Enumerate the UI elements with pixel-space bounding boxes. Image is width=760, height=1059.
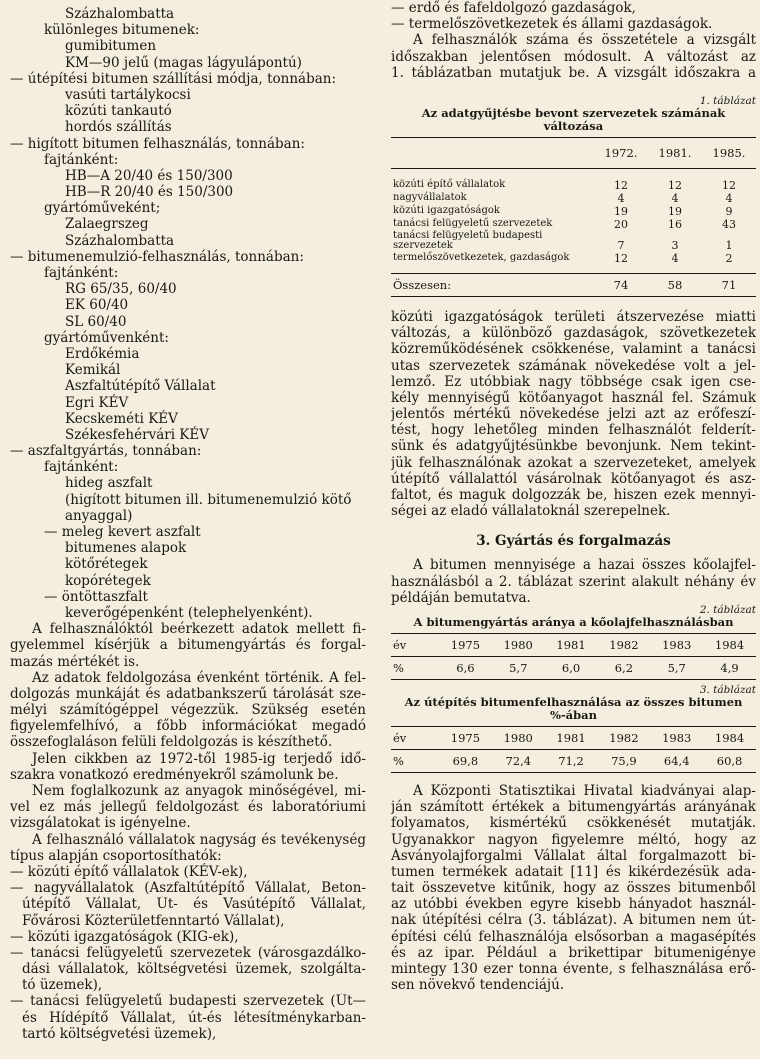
table-3-header-row bbox=[391, 726, 756, 749]
table3-cell: 64,4 bbox=[650, 749, 703, 772]
text-line: változás, a különböző gazdaságok, szövetkezetek bbox=[391, 325, 756, 342]
text-line: vasúti tartálykocsi bbox=[65, 86, 191, 103]
text-line: Zalaegrszeg bbox=[65, 216, 149, 233]
text-line: vizsgálatokat is igényelne. bbox=[10, 815, 191, 832]
text-line: bitumenes alapok bbox=[65, 540, 187, 557]
table3-year-header: 1980 bbox=[492, 726, 545, 749]
table-1-number: 1. táblázat bbox=[699, 94, 756, 107]
table-2-header-row bbox=[391, 633, 756, 656]
table3-year-header: 1983 bbox=[650, 726, 703, 749]
table-3-grid bbox=[391, 726, 756, 773]
table-1-cell: 43 bbox=[722, 217, 736, 231]
table-1-cell: 4 bbox=[725, 191, 733, 205]
right-middle-lines bbox=[391, 309, 756, 519]
table-1-row-label: közúti igazgatóságok bbox=[393, 205, 500, 217]
table-1-title-line-1: Az adatgyűjtésbe bevont szervezetek számának bbox=[421, 105, 726, 120]
text-line: ségei az eladó vállalatoknál szerepelnek. bbox=[391, 503, 671, 520]
table-1-cell: 16 bbox=[668, 217, 682, 231]
table3-cell: 60,8 bbox=[703, 749, 756, 772]
right-bottom-lines bbox=[391, 783, 756, 993]
text-line: figyelemfelhívó, a főbb információkat megadó bbox=[10, 718, 366, 735]
text-line: tó üzemek), bbox=[22, 977, 103, 994]
left-text-lines bbox=[10, 6, 366, 1042]
left-column bbox=[10, 6, 366, 1042]
section-heading: 3. Gyártás és forgalmazás bbox=[476, 533, 671, 550]
table2-cell: 4,9 bbox=[703, 656, 756, 679]
section-intro-lines bbox=[391, 557, 756, 606]
table-1-body bbox=[391, 168, 756, 273]
text-line: kély mennyiségű kötőanyagot használ fel. Számuk bbox=[391, 389, 756, 406]
table-1-cell: 19 bbox=[614, 204, 628, 218]
table-1-row bbox=[391, 205, 756, 218]
table-1-cell: 3 bbox=[671, 238, 679, 252]
text-line: Aszfaltútépítő Vállalat bbox=[65, 378, 216, 395]
text-line: hideg aszfalt bbox=[65, 475, 153, 492]
table2-year-header: 1980 bbox=[492, 633, 545, 656]
text-line: — közúti igazgatóságok (KIG-ek), bbox=[10, 928, 239, 945]
table-1-row-label: tanácsi felügyeletű szervezetek bbox=[393, 218, 553, 230]
text-line: mélyi számítógéppel végezzük. Szükség esetén bbox=[10, 702, 366, 719]
text-line: — termelőszövetkezetek és állami gazdaságok. bbox=[391, 16, 713, 33]
table-1-row bbox=[391, 168, 756, 192]
text-line: Ásványolajforgalmi Vállalat által forgalmazott bi- bbox=[391, 847, 756, 864]
table3-row-label: % bbox=[391, 749, 439, 772]
table3-year-header: 1984 bbox=[703, 726, 756, 749]
table3-cell: 72,4 bbox=[492, 749, 545, 772]
table-1-row-label: tanácsi felügyeletű budapesti szervezetek bbox=[393, 229, 543, 252]
table2-cell: 5,7 bbox=[492, 656, 545, 679]
table-3 bbox=[391, 684, 756, 773]
text-line: útépítő vállalattól vásárolnak kötőanyagot és asz- bbox=[391, 470, 756, 487]
table2-row-header: év bbox=[391, 633, 439, 656]
text-line: — bitumenemulzió-felhasználás, tonnában: bbox=[10, 248, 304, 265]
table-3-number: 3. táblázat bbox=[699, 683, 756, 696]
table3-row-header: év bbox=[391, 726, 439, 749]
text-line: — közúti építő vállalatok (KÉV-ek), bbox=[10, 863, 248, 880]
table-1-cell: 7 bbox=[617, 238, 625, 252]
table2-row-label: % bbox=[391, 656, 439, 679]
table-3-value-row bbox=[391, 749, 756, 772]
table3-year-header: 1975 bbox=[439, 726, 492, 749]
text-line: közúti tankautó bbox=[65, 103, 172, 120]
table-2-grid bbox=[391, 633, 756, 680]
table2-cell: 5,7 bbox=[650, 656, 703, 679]
table-1-year-header: 1985. bbox=[702, 137, 756, 168]
text-line: — nagyvállalatok (Aszfaltútépítő Vállalat, Beton- bbox=[10, 880, 366, 897]
text-line: EK 60/40 bbox=[65, 297, 129, 314]
text-line: építési célú felhasználója elsősorban a magasépítés bbox=[391, 928, 756, 945]
text-line: Erdőkémia bbox=[65, 345, 140, 362]
table-1-row-label: termelőszövetkezetek, gazdaságok bbox=[393, 252, 570, 264]
table-1-cell: 12 bbox=[614, 178, 628, 192]
table2-year-header: 1975 bbox=[439, 633, 492, 656]
text-line: Nem foglalkozunk az anyagok minőségével, mi- bbox=[32, 783, 366, 799]
text-line: — tanácsi felügyeletű szervezetek (városgazdálko- bbox=[10, 944, 366, 961]
text-line: vel ez más jellegű feldolgozást és laboratóriumi bbox=[10, 799, 366, 816]
text-line: RG 65/35, 60/40 bbox=[65, 281, 177, 298]
text-line: fajtánként: bbox=[44, 151, 119, 168]
text-line: Százhalombatta bbox=[65, 232, 175, 249]
table-1-row bbox=[391, 252, 756, 274]
text-line: lemző. Ez utóbbiak nagy többsége csak igen cse- bbox=[391, 373, 756, 390]
text-line: — útépítési bitumen szállítási módja, tonnában: bbox=[10, 70, 337, 87]
table-1-title bbox=[391, 107, 756, 133]
table2-cell: 6,2 bbox=[597, 656, 650, 679]
text-line: gyelemmel kísérjük a bitumengyártás és forgal- bbox=[10, 637, 366, 654]
table2-year-header: 1984 bbox=[703, 633, 756, 656]
text-line: sen növekvő tendenciájú. bbox=[391, 977, 565, 994]
text-line: hordós szállítás bbox=[65, 119, 172, 136]
text-line: és Hídépítő Vállalat, út-és létesítménykarban- bbox=[22, 1009, 366, 1026]
table-1-total-label: Összesen: bbox=[391, 273, 594, 296]
table-3-title-line-1: Az útépítés bitumenfelhasználása az összes bitumen bbox=[404, 694, 743, 709]
table-1-cell: 4 bbox=[617, 191, 625, 205]
table-1-row-label: közúti építő vállalatok bbox=[393, 179, 506, 191]
table-1-cell: 12 bbox=[722, 178, 736, 192]
text-line: KM—90 jelű (magas lágyulápontú) bbox=[65, 54, 302, 71]
table-1 bbox=[391, 95, 756, 297]
table-1-cell: 9 bbox=[725, 204, 733, 218]
text-line: (higított bitumen ill. bitumenemulzió kötő bbox=[65, 491, 352, 508]
text-line: az utóbbi években egyre kisebb hányadot használ- bbox=[391, 896, 756, 913]
table-1-cell: 12 bbox=[614, 251, 628, 265]
table-1-cell: 19 bbox=[668, 204, 682, 218]
table-1-row bbox=[391, 231, 756, 252]
text-line: gumibitumen bbox=[65, 38, 157, 55]
text-line: szakra vonatkozó eredményekről számolunk be. bbox=[10, 766, 339, 783]
table-1-total-row bbox=[391, 273, 756, 296]
text-line: mintegy 130 ezer tonna évente, s felhasználása erő- bbox=[391, 961, 756, 977]
text-line: Kecskeméti KÉV bbox=[65, 410, 178, 427]
table3-year-header: 1982 bbox=[597, 726, 650, 749]
text-line: dolgozás munkáját és adatbankszerű tárolását sze- bbox=[10, 685, 366, 702]
text-line: Egri KÉV bbox=[65, 394, 129, 411]
table-1-total-value: 58 bbox=[648, 273, 702, 296]
text-line: folyamatos, kismértékű csökkenését mutatják. bbox=[391, 815, 756, 832]
table-1-row bbox=[391, 218, 756, 231]
table2-cell: 6,6 bbox=[439, 656, 492, 679]
text-line: — meleg kevert aszfalt bbox=[44, 524, 201, 540]
table-1-year-header: 1981. bbox=[648, 137, 702, 168]
text-line: HB—R 20/40 és 150/300 bbox=[65, 184, 234, 201]
text-line: időszakban jelentősen módosult. A változást az bbox=[391, 48, 756, 65]
table-3-title bbox=[391, 696, 756, 722]
text-line: tartó költségvetési üzemek), bbox=[22, 1025, 217, 1042]
text-line: — higított bitumen felhasználás, tonnában: bbox=[10, 135, 305, 152]
table2-year-header: 1981 bbox=[545, 633, 598, 656]
text-line: keverőgépenként (telephelyenként). bbox=[65, 604, 313, 621]
table-1-total-value: 71 bbox=[702, 273, 756, 296]
right-intro-lines bbox=[391, 0, 756, 81]
text-line: A felhasználó vállalatok nagyság és tevékenység bbox=[32, 831, 366, 848]
text-line: — tanácsi felügyeletű budapesti szervezetek (Út— bbox=[10, 993, 366, 1010]
text-line: és az ipar. Például a brikettipar bitumenigénye bbox=[391, 944, 756, 961]
text-line: jük felhasználónak azokat a szervezeteket, amelyek bbox=[391, 454, 756, 471]
text-line: Ugyanakkor nagyon figyelemre méltó, hogy az bbox=[391, 831, 756, 848]
text-line: 1. táblázatban mutatjuk be. A vizsgált időszakra a bbox=[391, 64, 756, 81]
text-line: Székesfehérvári KÉV bbox=[65, 426, 209, 443]
text-line: dási vállalatok, költségvetési üzemek, szolgálta- bbox=[22, 961, 366, 978]
text-line: HB—A 20/40 és 150/300 bbox=[65, 167, 233, 184]
table3-cell: 71,2 bbox=[545, 749, 598, 772]
text-line: közreműködésének csökkenése, valamint a tanácsi bbox=[391, 341, 756, 358]
table-1-cell: 20 bbox=[614, 217, 628, 231]
text-line: Százhalombatta bbox=[65, 6, 175, 22]
table-1-cell: 2 bbox=[725, 251, 733, 265]
table-1-total-value: 74 bbox=[594, 273, 648, 296]
text-line: — erdő és fafeldolgozó gazdaságok, bbox=[391, 0, 636, 16]
text-line: összefoglaláson felüli feldolgozás is készíthető. bbox=[10, 734, 333, 751]
text-line: kopórétegek bbox=[65, 572, 151, 589]
right-column bbox=[391, 0, 756, 993]
table-1-cell: 4 bbox=[671, 191, 679, 205]
text-line: útépítő Vállalat, Út- és Vasútépítő Vállalat, bbox=[22, 896, 366, 913]
text-line: kötőrétegek bbox=[65, 556, 148, 573]
table-1-cell: 12 bbox=[668, 178, 682, 192]
table3-cell: 75,9 bbox=[597, 749, 650, 772]
table-1-year-header: 1972. bbox=[594, 137, 648, 168]
text-line: anyaggal) bbox=[65, 507, 133, 524]
text-line: ján számított értékek a bitumengyártás arányának bbox=[391, 799, 756, 816]
table-1-cell: 1 bbox=[725, 238, 733, 252]
table2-year-header: 1982 bbox=[597, 633, 650, 656]
text-line: jelentős mértékű növekedése jelzi azt az erőfeszí- bbox=[391, 406, 756, 423]
table-1-row bbox=[391, 192, 756, 205]
table2-year-header: 1983 bbox=[650, 633, 703, 656]
table-1-title-line-2: változása bbox=[543, 118, 604, 133]
text-line: gyártóműveként; bbox=[44, 200, 161, 217]
text-line: — öntöttaszfalt bbox=[44, 588, 148, 605]
table-1-corner bbox=[391, 137, 594, 168]
text-line: SL 60/40 bbox=[65, 313, 127, 330]
table-1-cell: 4 bbox=[671, 251, 679, 265]
text-line: utas szervezetek számának növekedése volt a jel- bbox=[391, 357, 756, 374]
text-line: tumen termékek adatait [11] és kikérdezésük ada- bbox=[391, 863, 756, 880]
text-line: A Központi Statisztikai Hivatal kiadványai alap- bbox=[413, 782, 756, 799]
table2-cell: 6,0 bbox=[545, 656, 598, 679]
text-line: sünk és adatgyűjtésünkbe bevonjunk. Nem tekint- bbox=[391, 438, 756, 455]
text-line: faltot, és maguk dolgozzák be, hiszen ezek mennyi- bbox=[391, 487, 756, 503]
text-line: nak útépítési célra (3. táblázat). A bitumen nem út- bbox=[391, 912, 756, 929]
table-2 bbox=[391, 604, 756, 680]
text-line: típus alapján csoportosíthatók: bbox=[10, 847, 222, 864]
table3-year-header: 1981 bbox=[545, 726, 598, 749]
table-1-row-label: nagyvállalatok bbox=[393, 192, 467, 204]
text-line: példáján bemutatva. bbox=[391, 589, 531, 606]
text-line: Fővárosi Közterületfenntartó Vállalat), bbox=[22, 912, 285, 929]
table-1-grid bbox=[391, 137, 756, 297]
text-line: fajtánként: bbox=[44, 265, 119, 281]
table-2-title: A bitumengyártás aránya a kőolajfelhasználásban bbox=[413, 614, 734, 629]
text-line: tait összevetve kitűnik, hogy az összes bitumenből bbox=[391, 880, 756, 897]
table3-cell: 69,8 bbox=[439, 749, 492, 772]
text-line: A felhasználóktól beérkezett adatok mellett fi- bbox=[32, 621, 366, 638]
table-2-value-row bbox=[391, 656, 756, 679]
text-line: fajtánként: bbox=[44, 459, 119, 476]
text-line: Jelen cikkben az 1972-től 1985-ig terjedő idő- bbox=[32, 750, 366, 767]
table-2-number: 2. táblázat bbox=[699, 603, 756, 616]
text-line: A felhasználók száma és összetétele a vizsgált bbox=[413, 32, 756, 49]
text-line: Kemikál bbox=[65, 362, 121, 379]
text-line: használásból a 2. táblázat szerint alakult néhány év bbox=[391, 573, 756, 590]
text-line: közúti igazgatóságok területi átszervezése miatti bbox=[391, 308, 756, 325]
text-line: mazás mértékét is. bbox=[10, 653, 140, 670]
text-line: — aszfaltgyártás, tonnában: bbox=[10, 443, 202, 460]
text-line: gyártóművenként: bbox=[44, 329, 169, 346]
text-line: tést, hogy lehetőleg minden felhasználót felderít- bbox=[391, 422, 756, 439]
table-3-title-line-2: %-ában bbox=[549, 707, 597, 722]
text-line: különleges bitumenek: bbox=[44, 22, 200, 39]
text-line: A bitumen mennyisége a hazai összes kőolajfel- bbox=[413, 557, 756, 574]
text-line: Az adatok feldolgozása évenként történik. A fel- bbox=[32, 669, 366, 686]
